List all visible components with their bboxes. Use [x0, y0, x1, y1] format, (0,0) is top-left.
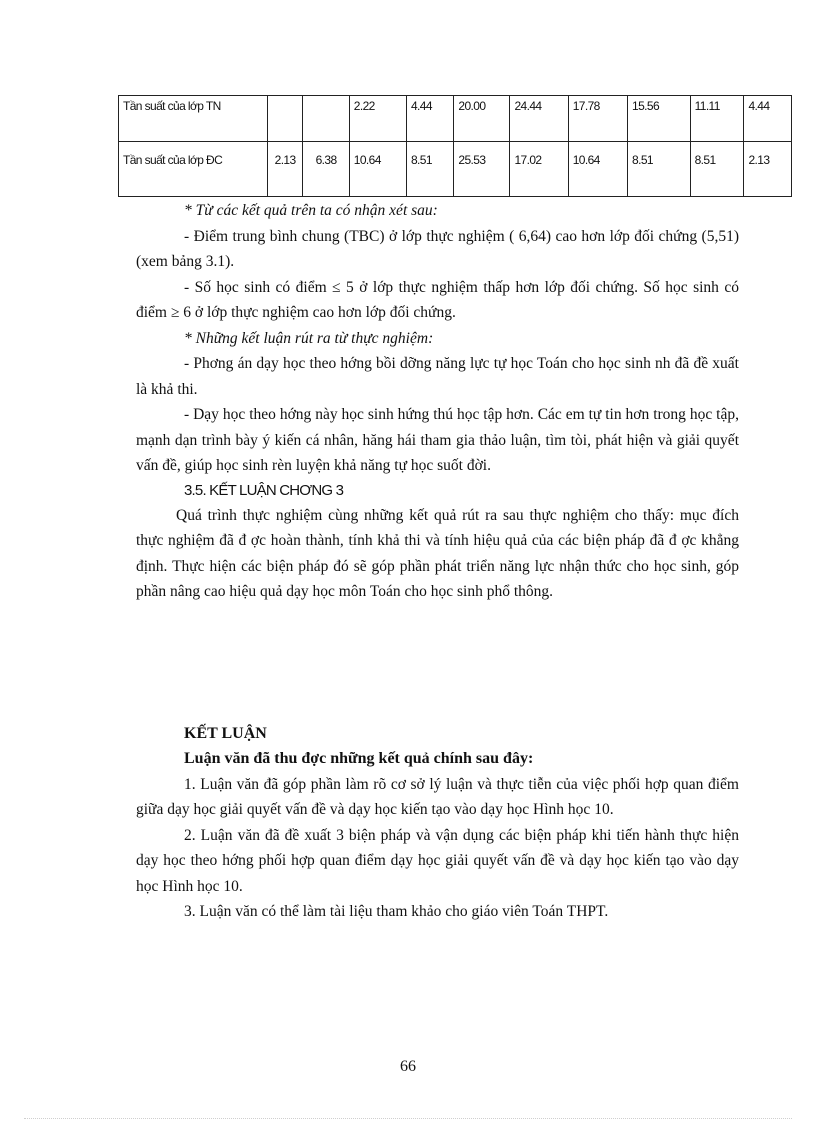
paragraph: - Số học sinh có điểm ≤ 5 ở lớp thực nghiệm thấp hơn lớp đối chứng. Số học sinh có điểm ≥ 6 ở lớp thực nghiệm cao hơn lớp đối chứng. — [136, 278, 739, 321]
table-cell: 4.44 — [744, 96, 792, 142]
table-cell: 10.64 — [568, 142, 627, 197]
table-cell: 17.78 — [568, 96, 627, 142]
remark-heading: * Từ các kết quả trên ta có nhận xét sau: — [184, 202, 438, 219]
table-cell: 15.56 — [628, 96, 691, 142]
table-cell: 2.13 — [267, 142, 303, 197]
table-cell: 11.11 — [690, 96, 744, 142]
list-item: 2. Luận văn đã đề xuất 3 biện pháp và vận dụng các biện pháp khi tiến hành thực hiện dạy học theo hớng phối hợp quan điểm dạy học giải quyết vấn đề và dạy học kiến tạo vào dạy học Hình học 10. — [136, 826, 739, 895]
page-border-dotted — [24, 1118, 792, 1119]
table-cell: 17.02 — [510, 142, 568, 197]
list-item: 1. Luận văn đã góp phần làm rõ cơ sở lý luận và thực tiễn của việc phối hợp quan điểm giữa dạy học giải quyết vấn đề và dạy học kiến tạo vào dạy học Hình học 10. — [136, 775, 739, 818]
paragraph: - Dạy học theo hớng này học sinh hứng thú học tập hơn. Các em tự tin hơn trong học tập, mạnh dạn trình bày ý kiến cá nhân, hăng hái tham gia thảo luận, tìm tòi, phát hiện và giải quyết vấn đề, giúp học sinh rèn luyện khả năng tự học suốt đời. — [136, 406, 739, 474]
list-item: 3. Luận văn có thể làm tài liệu tham khảo cho giáo viên Toán THPT. — [184, 903, 609, 920]
table-cell: 20.00 — [454, 96, 510, 142]
table-cell: 2.22 — [349, 96, 406, 142]
table-row-tn — [119, 96, 792, 142]
table-cell: 2.13 — [744, 142, 792, 197]
table-row-dc — [119, 142, 792, 197]
frequency-table — [118, 95, 792, 197]
section-heading: 3.5. KẾT LUẬN CHƠNG 3 — [184, 481, 344, 499]
row-label: Tần suất của lớp ĐC — [119, 142, 268, 197]
page-number: 66 — [400, 1058, 416, 1075]
table-cell: 10.64 — [349, 142, 406, 197]
conclusion-heading-italic: * Những kết luận rút ra từ thực nghiệm: — [184, 329, 434, 347]
table-cell: 25.53 — [454, 142, 510, 197]
table-cell — [267, 96, 303, 142]
table-cell: 24.44 — [510, 96, 568, 142]
paragraph: Quá trình thực nghiệm cùng những kết quả rút ra sau thực nghiệm cho thấy: mục đích thực nghiệm đã đ ợc hoàn thành, tính khả thi và tính hiệu quả của các biện pháp đã đ ợc khẳng định. Thực hiện các biện pháp đó sẽ góp phần phát triển năng lực nhận thức cho học sinh, góp phần nâng cao hiệu quả dạy học môn Toán cho học sinh phổ thông. — [136, 506, 739, 600]
row-label: Tần suất của lớp TN — [119, 96, 268, 142]
table-cell: 8.51 — [406, 142, 453, 197]
table-cell: 8.51 — [690, 142, 744, 197]
paragraph: - Điểm trung bình chung (TBC) ở lớp thực nghiệm ( 6,64) cao hơn lớp đối chứng (5,51) (xem bảng 3.1). — [136, 227, 739, 270]
conclusion-title: KẾT LUẬN — [184, 724, 267, 742]
conclusion-subtitle: Luận văn đã thu đợc những kết quả chính sau đây: — [184, 750, 534, 767]
table-cell — [303, 96, 349, 142]
table-cell: 6.38 — [303, 142, 349, 197]
table-cell: 4.44 — [406, 96, 453, 142]
table-cell: 8.51 — [628, 142, 691, 197]
paragraph: - Phơng án dạy học theo hớng bồi dỡng năng lực tự học Toán cho học sinh nh đã đề xuất là khả thi. — [136, 355, 739, 398]
body-text — [136, 198, 739, 925]
